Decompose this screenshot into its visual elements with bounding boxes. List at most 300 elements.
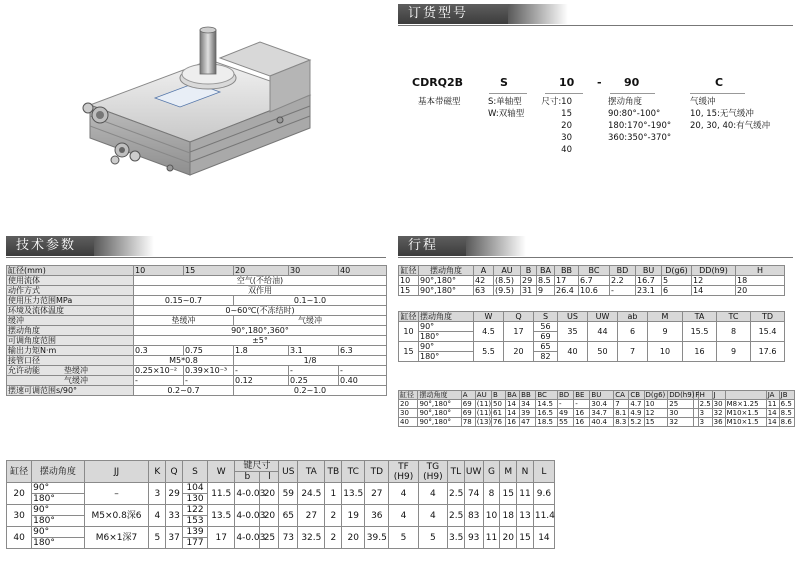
cell: – xyxy=(84,483,149,505)
option-cushion: 20, 30, 40:有气缓冲 xyxy=(690,121,771,131)
cell: 73 xyxy=(279,527,298,549)
option-size: 尺寸:10 xyxy=(541,97,572,107)
option-angle: 180:170°-190° xyxy=(608,121,672,131)
spec-head-40: 40 xyxy=(339,266,387,276)
spec-value: 0~60℃(不冻结时) xyxy=(134,306,387,316)
col-head: G xyxy=(483,461,500,483)
cell: 65 xyxy=(534,342,558,352)
cell: 8.1 xyxy=(614,409,629,418)
cell: 1 xyxy=(325,483,342,505)
spec-value: 气缓冲 xyxy=(234,316,387,326)
cell: 8.6 xyxy=(779,418,794,427)
spec-value: 0.40 xyxy=(339,376,387,386)
spec-value: ±5° xyxy=(134,336,387,346)
option-single-shaft: S:单轴型 xyxy=(488,97,522,107)
cell: 26.4 xyxy=(555,286,579,296)
cell: M6×1深7 xyxy=(84,527,149,549)
spec-value: 3.1 xyxy=(289,346,339,356)
cell: 33 xyxy=(166,505,183,527)
spec-value: 0.39×10⁻³ xyxy=(184,366,234,376)
cell: 20 xyxy=(399,400,418,409)
order-code-model: CDRQ2B xyxy=(412,76,464,89)
cell: 29 xyxy=(521,276,537,286)
cell: 16 xyxy=(574,418,590,427)
col-head: TD xyxy=(751,312,785,322)
col-head: TL xyxy=(448,461,465,483)
spec-value: - xyxy=(234,366,289,376)
col-head-key-l: l xyxy=(260,472,279,483)
col-head: JJ xyxy=(84,461,149,483)
cell: 17 xyxy=(208,527,235,549)
cell: 5.5 xyxy=(474,342,504,362)
spec-value: M5*0.8 xyxy=(134,356,234,366)
cell: 90°,180° xyxy=(418,400,461,409)
cell: 2.5 xyxy=(448,483,465,505)
col-head: A xyxy=(461,391,475,400)
col-head: TD xyxy=(365,461,389,483)
col-head-key: 键尺寸 xyxy=(235,461,279,472)
col-head: TC xyxy=(342,461,365,483)
cell: 15 xyxy=(517,527,534,549)
spec-label: 可调角度范围 xyxy=(7,336,134,346)
col-head: TG (H9) xyxy=(418,461,447,483)
option-size: 30 xyxy=(561,133,572,143)
order-base-text: 基本带磁型 xyxy=(418,97,461,107)
col-head: W xyxy=(474,312,504,322)
cell: 76 xyxy=(492,418,506,427)
order-cushion-options xyxy=(690,96,770,132)
cell: 6.7 xyxy=(579,276,610,286)
cell: 69 xyxy=(461,409,475,418)
stroke-header-rule xyxy=(398,257,793,258)
col-head: 摆动角度 xyxy=(32,461,84,483)
col-head: 缸径 xyxy=(400,312,417,321)
spec-table xyxy=(6,265,387,396)
option-cushion-title: 气缓冲 xyxy=(690,97,716,107)
cell: 8.3 xyxy=(614,418,629,427)
spec-head-20: 20 xyxy=(234,266,289,276)
spec-energy-air-label xyxy=(7,376,134,386)
table-row xyxy=(399,276,785,286)
cell: 63 xyxy=(474,286,494,296)
cell: 10.6 xyxy=(579,286,610,296)
cell: 14 xyxy=(692,286,736,296)
spec-value: 0.1~1.0 xyxy=(234,296,387,306)
rotary-actuator-picture xyxy=(60,20,330,195)
cell: (11) xyxy=(476,400,492,408)
cell: 5 xyxy=(389,527,418,549)
col-head: US xyxy=(558,312,588,322)
cell: 4 xyxy=(418,505,447,527)
order-code-cushion: C xyxy=(715,76,724,89)
col-head: A xyxy=(474,266,494,276)
col-head: K xyxy=(149,461,166,483)
cell: 83 xyxy=(464,505,483,527)
cell: 32 xyxy=(668,418,694,427)
cell: 9 xyxy=(648,322,683,342)
cell: 15.5 xyxy=(683,322,717,342)
spec-label: 接管口径 xyxy=(7,356,134,366)
cell: 2 xyxy=(325,527,342,549)
spec-value: 0.12 xyxy=(234,376,289,386)
cell: 40 xyxy=(7,527,32,549)
cell: 49 xyxy=(557,409,573,418)
cell: 55 xyxy=(557,418,573,427)
col-head: BU xyxy=(590,391,614,400)
col-head: J xyxy=(712,391,725,400)
col-head: TB xyxy=(325,461,342,483)
col-head: L xyxy=(533,461,554,483)
spec-energy-rubber-label xyxy=(7,366,134,376)
option-size: 15 xyxy=(561,109,572,119)
cell: 3 xyxy=(698,409,712,418)
cell: 82 xyxy=(534,352,558,362)
cell: 180° xyxy=(32,494,84,505)
cell: 14 xyxy=(766,409,779,418)
option-angle-title: 摆动角度 xyxy=(608,97,643,107)
spec-value: 垫缓冲 xyxy=(134,316,234,326)
cell: 10 xyxy=(399,276,419,286)
cell: M5×0.8深6 xyxy=(84,505,149,527)
cell: 93 xyxy=(464,527,483,549)
cell: 2 xyxy=(325,505,342,527)
spec-energy-sub: 气缓冲 xyxy=(64,376,88,385)
table-row xyxy=(7,505,555,516)
col-head: UW xyxy=(588,312,618,322)
table-row xyxy=(7,483,555,494)
col-head: 缸径 xyxy=(7,461,32,483)
cell: 19 xyxy=(342,505,365,527)
col-head: US xyxy=(279,461,298,483)
cell: 61 xyxy=(492,409,506,418)
col-head: BD xyxy=(610,266,636,276)
cell: 15 xyxy=(500,483,517,505)
cell: (8.5) xyxy=(494,276,521,286)
option-size: 20 xyxy=(561,121,572,131)
cell: 4.5 xyxy=(474,322,504,342)
cell: 27 xyxy=(298,505,325,527)
cell: 10 xyxy=(399,322,419,342)
cell: 20 xyxy=(7,483,32,505)
cell: 4.9 xyxy=(629,409,644,418)
cell: 18.5 xyxy=(536,418,558,427)
table-row xyxy=(399,342,785,352)
cell: 90° xyxy=(32,527,84,538)
spec-value: 双作用 xyxy=(134,286,387,296)
cell: 7 xyxy=(614,400,629,409)
col-head: DD(h9) xyxy=(669,391,695,399)
cell: 74 xyxy=(464,483,483,505)
spec-header-rule xyxy=(6,257,386,258)
col-head: S xyxy=(182,461,207,483)
cell: 69 xyxy=(461,400,475,409)
spec-label: 摆动角度 xyxy=(7,326,134,336)
spec-head-bore: 缸径(mm) xyxy=(7,266,134,276)
col-head: TA xyxy=(683,312,717,322)
cell: 11.4 xyxy=(533,505,554,527)
col-head: W xyxy=(208,461,235,483)
cell: 16.5 xyxy=(536,409,558,418)
spec-value: 6.3 xyxy=(339,346,387,356)
cell: 122 xyxy=(182,505,207,516)
spec-header-fade xyxy=(94,236,154,256)
cell: 20 xyxy=(260,505,279,527)
cell: 11.5 xyxy=(208,483,235,505)
option-double-shaft: W:双轴型 xyxy=(488,109,525,119)
cell: 36 xyxy=(365,505,389,527)
cell: 31 xyxy=(521,286,537,296)
cell: 15 xyxy=(399,286,419,296)
cell: 5 xyxy=(149,527,166,549)
cell: 16 xyxy=(683,342,717,362)
col-head: M xyxy=(648,312,683,322)
cell: 9 xyxy=(537,286,555,296)
cell: 11 xyxy=(517,483,534,505)
cell: 25 xyxy=(260,527,279,549)
cell: M10×1.5 xyxy=(725,418,766,427)
cell: (13) xyxy=(476,418,492,426)
cell: 130 xyxy=(182,494,207,505)
cell: 25 xyxy=(668,400,694,409)
cell: 32.5 xyxy=(298,527,325,549)
cell: 4.7 xyxy=(629,400,644,409)
col-head: S xyxy=(534,312,558,322)
cell: 35 xyxy=(558,322,588,342)
col-head: 摆动角度 xyxy=(419,312,474,322)
spec-value: 空气(不给油) xyxy=(134,276,387,286)
col-head: UW xyxy=(464,461,483,483)
stroke-header: 行程 xyxy=(398,236,466,256)
col-head: D(g6) xyxy=(644,391,668,400)
col-head: H xyxy=(736,266,785,276)
cell: 14 xyxy=(506,409,520,418)
col-head: BC xyxy=(536,391,558,400)
cell: 17 xyxy=(555,276,579,286)
cell: 4 xyxy=(389,505,418,527)
col-head: JA xyxy=(766,391,779,400)
spec-label: 使用流体 xyxy=(7,276,134,286)
spec-value: 0.15~0.7 xyxy=(134,296,234,306)
col-head: BA xyxy=(506,391,520,400)
spec-label: 动作方式 xyxy=(7,286,134,296)
cell: 10 xyxy=(648,342,683,362)
cell: 4-0.03 xyxy=(235,505,260,527)
cell: 17 xyxy=(504,322,534,342)
spec-label: 使用压力范围MPa xyxy=(7,296,134,306)
order-underline-angle xyxy=(610,93,655,94)
table-row xyxy=(399,418,795,427)
spec-value: 0.25 xyxy=(289,376,339,386)
cell: 30 xyxy=(7,505,32,527)
cell: 20 xyxy=(260,483,279,505)
cell: 5 xyxy=(418,527,447,549)
cell: 4-0.03 xyxy=(235,527,260,549)
col-head: BA xyxy=(537,266,555,276)
cell: 9 xyxy=(717,342,751,362)
option-angle: 360:350°-370° xyxy=(608,133,672,143)
cell: 44 xyxy=(588,322,618,342)
cell: 56 xyxy=(534,322,558,332)
cell: - xyxy=(557,400,573,409)
col-head: H xyxy=(698,391,712,400)
spec-value: 1.8 xyxy=(234,346,289,356)
cell: 34.7 xyxy=(590,409,614,418)
spec-value: 0.75 xyxy=(184,346,234,356)
col-head: JB xyxy=(779,391,794,400)
cell: - xyxy=(574,400,590,409)
cell: 90°,180° xyxy=(418,409,461,418)
order-header-rule xyxy=(398,25,793,26)
spec-header: 技术参数 xyxy=(6,236,94,256)
cell: 4 xyxy=(389,483,418,505)
cell: 14.5 xyxy=(536,400,558,409)
cell: 180° xyxy=(419,332,474,342)
cell: 9.6 xyxy=(533,483,554,505)
col-head: CA xyxy=(614,391,629,400)
cell: 90°,180° xyxy=(419,276,474,286)
cell: 90° xyxy=(32,505,84,516)
cell: 90° xyxy=(419,342,474,352)
spec-label: 摆速可调范围s/90° xyxy=(7,386,134,396)
cell: 180° xyxy=(32,516,84,527)
spec-value: - xyxy=(184,376,234,386)
cell: 18 xyxy=(500,505,517,527)
order-code-dash: - xyxy=(597,76,602,89)
col-head: AU xyxy=(475,391,491,400)
cell: 24.5 xyxy=(298,483,325,505)
cell: - xyxy=(610,286,636,296)
stroke-table-3 xyxy=(398,390,795,427)
cell: 180° xyxy=(419,352,474,362)
cell: 30 xyxy=(712,400,725,409)
cell: 6.5 xyxy=(779,400,794,409)
order-size-options xyxy=(540,96,572,156)
order-underline-cushion xyxy=(690,93,745,94)
cell: 29 xyxy=(166,483,183,505)
spec-value: 1/8 xyxy=(234,356,387,366)
cell: 15 xyxy=(644,418,668,427)
spec-value: 0.25×10⁻² xyxy=(134,366,184,376)
cell: 4-0.03 xyxy=(235,483,260,505)
cell: 69 xyxy=(534,332,558,342)
cell: 27 xyxy=(365,483,389,505)
cell: 11 xyxy=(483,527,500,549)
cell: 139 xyxy=(182,527,207,538)
spec-head-30: 30 xyxy=(289,266,339,276)
col-head: B xyxy=(492,391,506,400)
cell: 37 xyxy=(166,527,183,549)
col-head: TF (H9) xyxy=(389,461,418,483)
col-head: BU xyxy=(636,266,662,276)
cell: 18 xyxy=(736,276,785,286)
col-head: BE xyxy=(574,391,590,400)
cell: 2.5 xyxy=(448,505,465,527)
col-head: BB xyxy=(555,266,579,276)
cell: 3 xyxy=(698,418,712,427)
cell: 10 xyxy=(483,505,500,527)
option-angle: 90:80°-100° xyxy=(608,109,661,119)
dimension-table xyxy=(6,460,555,549)
cell: 104 xyxy=(182,483,207,494)
cell: 12 xyxy=(692,276,736,286)
cell: 20 xyxy=(504,342,534,362)
order-underline-shaft xyxy=(489,93,527,94)
spec-value: 0.2~0.7 xyxy=(134,386,234,396)
order-angle-options xyxy=(608,96,671,144)
cell: 8 xyxy=(483,483,500,505)
table-row xyxy=(7,527,555,538)
col-head: 缸径 xyxy=(400,266,417,275)
spec-energy-sub: 垫缓冲 xyxy=(64,366,88,375)
col-head-key-b: b xyxy=(235,472,260,483)
spec-head-15: 15 xyxy=(184,266,234,276)
cell: 15.4 xyxy=(751,322,785,342)
cell: 15 xyxy=(399,342,419,362)
cell: 16 xyxy=(574,409,590,418)
cell: 13.5 xyxy=(342,483,365,505)
cell: 40 xyxy=(558,342,588,362)
spec-value: - xyxy=(339,366,387,376)
cell: 39 xyxy=(520,409,536,418)
col-head: Q xyxy=(504,312,534,322)
cell: 13.5 xyxy=(208,505,235,527)
cell: M8×1.25 xyxy=(725,400,766,409)
cell: 4 xyxy=(149,505,166,527)
col-head: 摆动角度 xyxy=(419,266,474,276)
cell: 14 xyxy=(533,527,554,549)
spec-value: - xyxy=(134,376,184,386)
stroke-table-1 xyxy=(398,265,785,296)
cell: 20 xyxy=(736,286,785,296)
cell: 50 xyxy=(588,342,618,362)
cell: 65 xyxy=(279,505,298,527)
order-header-fade xyxy=(508,4,568,24)
cell: 8.5 xyxy=(779,409,794,418)
option-cushion: 10, 15:无气缓冲 xyxy=(690,109,754,119)
cell: 39.5 xyxy=(365,527,389,549)
col-head: CB xyxy=(629,391,644,400)
col-head: ab xyxy=(618,312,648,322)
cell: 90° xyxy=(419,322,474,332)
cell: 16.7 xyxy=(636,276,662,286)
col-head: TA xyxy=(298,461,325,483)
cell: 16 xyxy=(506,418,520,427)
cell: 12 xyxy=(644,409,668,418)
cell: 34 xyxy=(520,400,536,409)
stroke-table-2 xyxy=(398,311,785,362)
cell: 90°,180° xyxy=(418,418,461,427)
cell: 5 xyxy=(662,276,692,286)
cell: (11) xyxy=(476,409,492,417)
cell: 40.4 xyxy=(590,418,614,427)
cell: 78 xyxy=(461,418,475,427)
order-code-angle: 90 xyxy=(624,76,640,89)
cell: 32 xyxy=(712,409,725,418)
cell: 17.6 xyxy=(751,342,785,362)
col-head xyxy=(725,391,766,400)
cell: 30 xyxy=(668,409,694,418)
table-row xyxy=(399,400,795,409)
cell: 11 xyxy=(766,400,779,409)
cell: 3 xyxy=(149,483,166,505)
col-head: 缸径 xyxy=(399,391,418,400)
cell: 8 xyxy=(717,322,751,342)
col-head: BB xyxy=(520,391,536,400)
spec-label: 缓冲 xyxy=(7,316,134,326)
cell: 5.2 xyxy=(629,418,644,427)
spec-energy-label: 允许动能 xyxy=(8,366,40,375)
cell: M10×1.5 xyxy=(725,409,766,418)
